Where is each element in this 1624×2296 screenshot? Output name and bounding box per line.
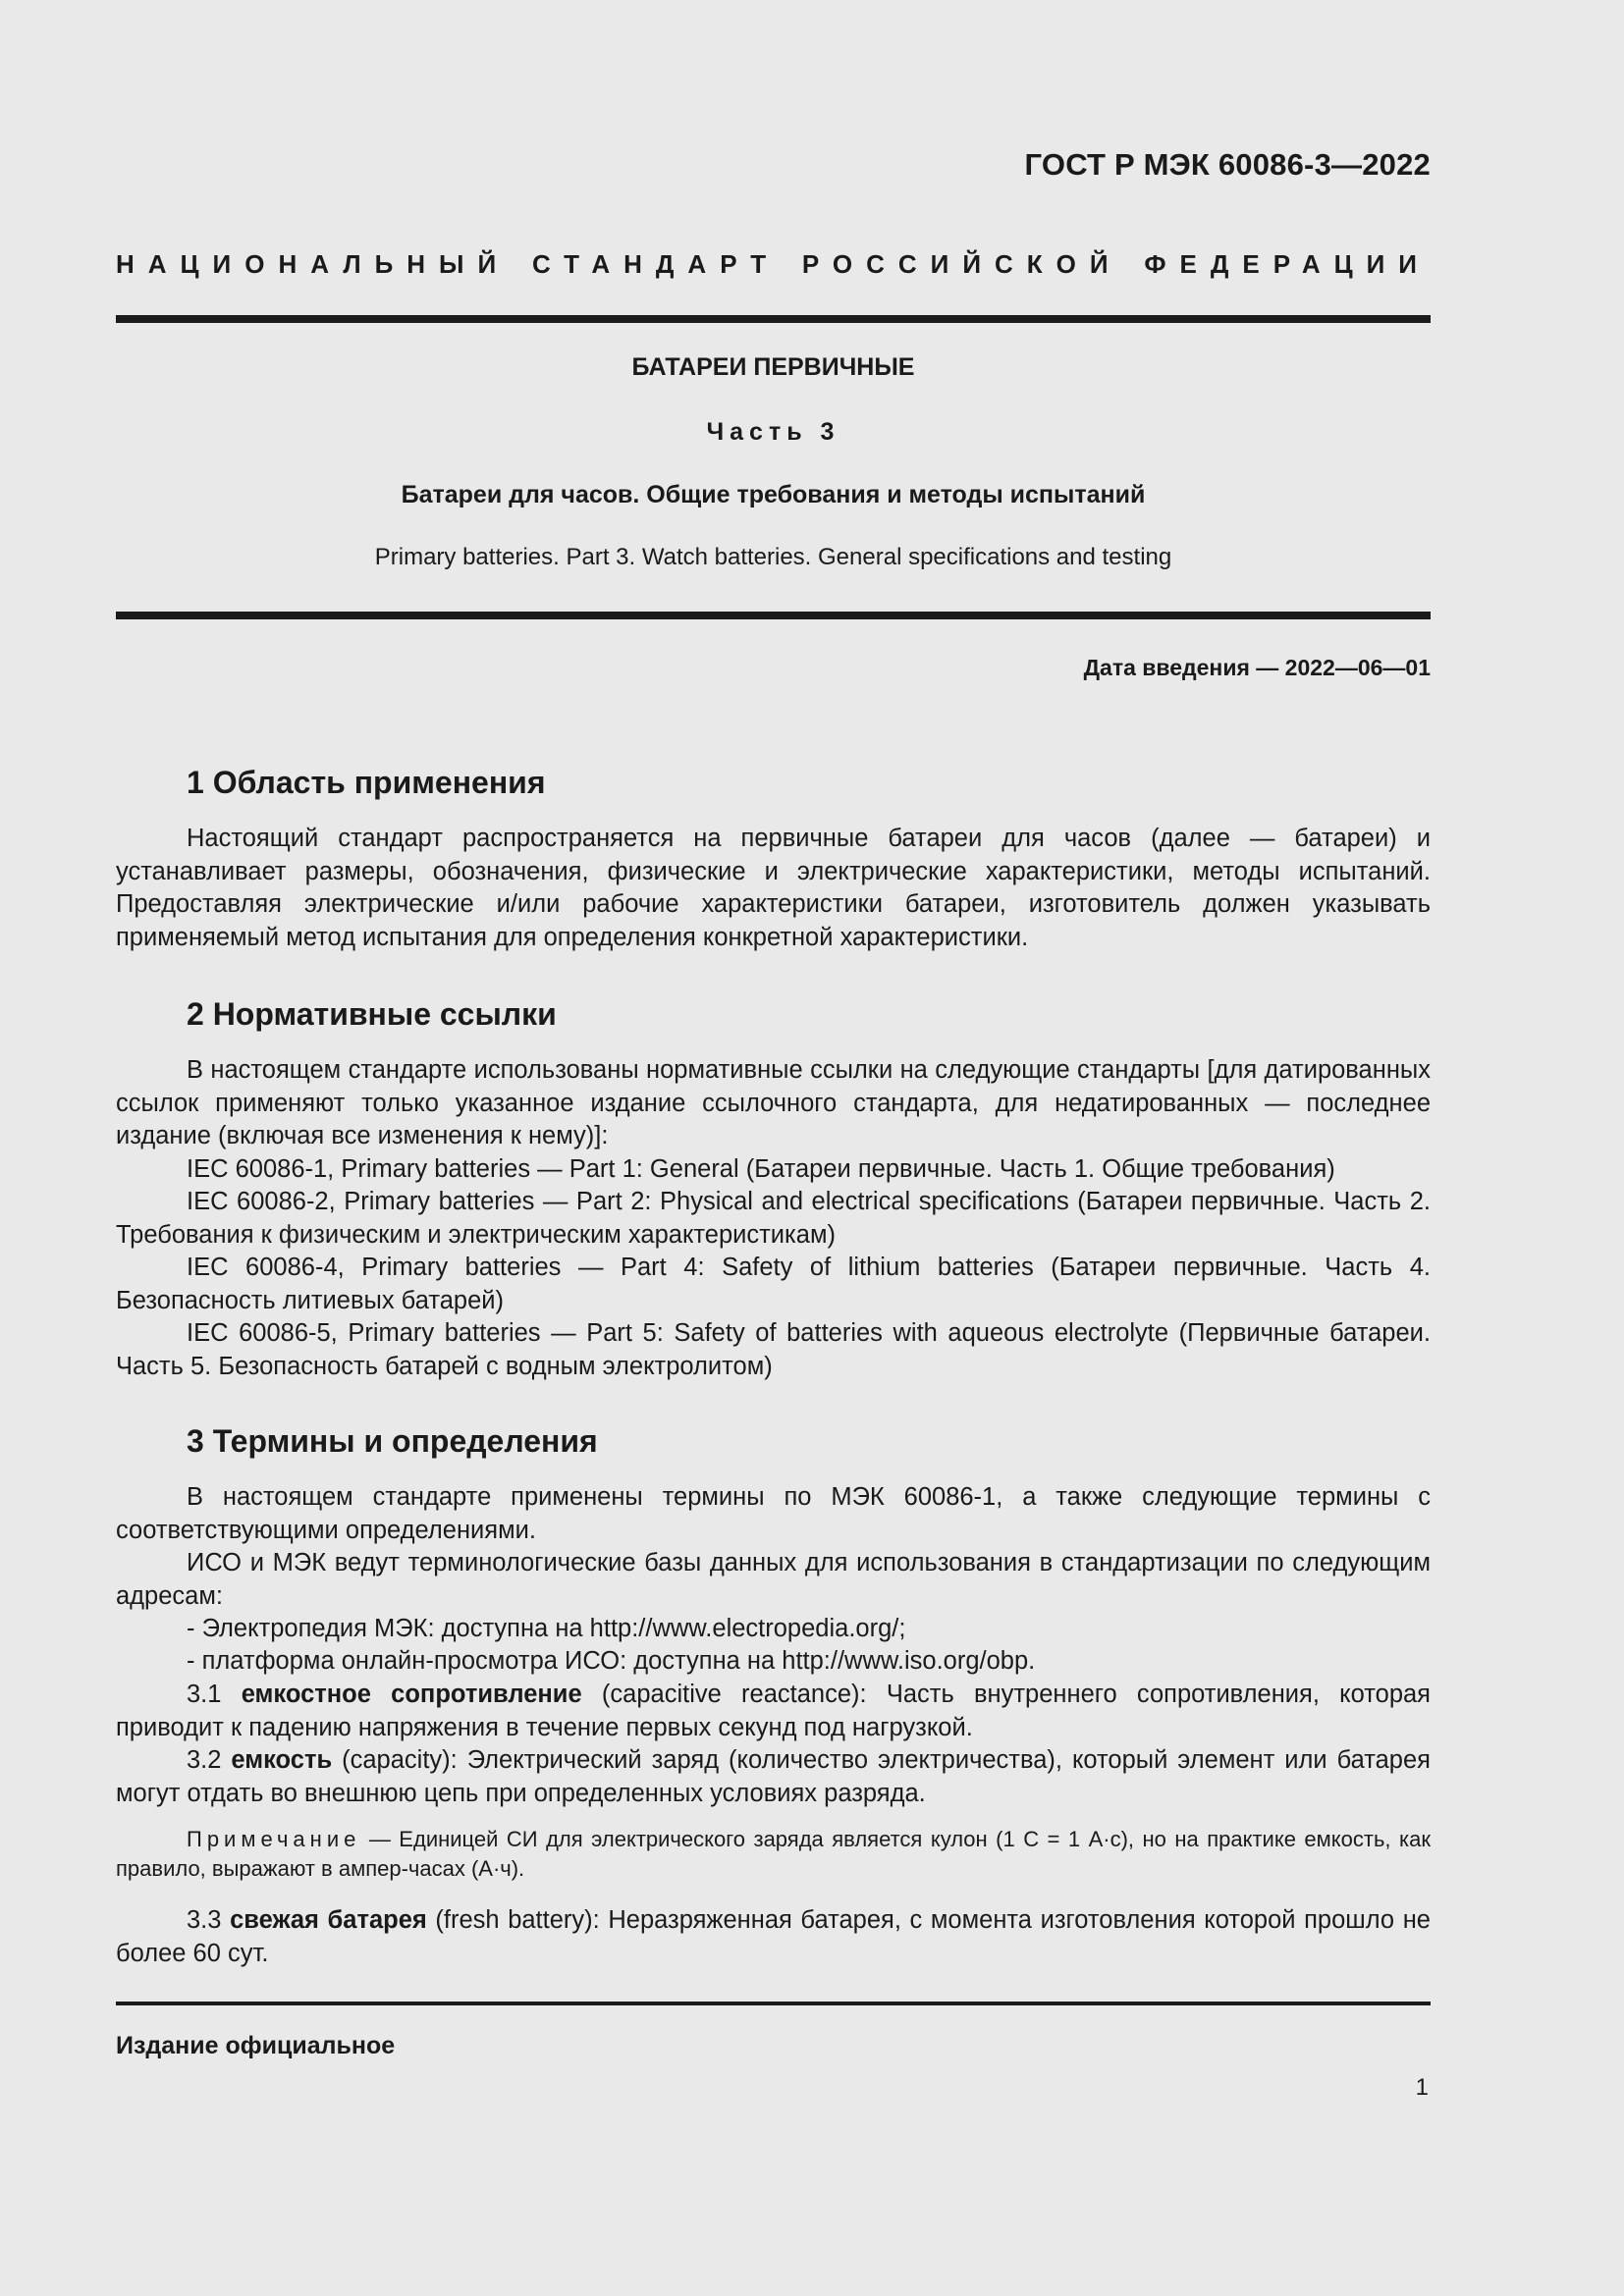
- footer-divider: [116, 2002, 1431, 2005]
- term-3-1: 3.1 емкостное сопротивление (capacitive reactance): Часть внутреннего сопротивления, которая приводит к падению напряжения в течение первых секунд под нагрузкой.: [116, 1681, 1431, 1741]
- section-heading: 1 Область применения: [187, 765, 546, 800]
- banner-word: НАЦИОНАЛЬНЫЙ: [116, 249, 511, 279]
- term-3-2: 3.2 емкость (capacity): Электрический заряд (количество электричества), который элемент или батарея могут отдать во внешнюю цепь при определенных условиях разряда.: [116, 1746, 1431, 1807]
- top-divider: [116, 315, 1431, 323]
- edition-label: Издание официальное: [116, 2032, 396, 2059]
- reference-item: IEC 60086-1, Primary batteries — Part 1: General (Батареи первичные. Часть 1. Общие требования): [187, 1155, 1335, 1183]
- section-heading: 3 Термины и определения: [187, 1423, 598, 1459]
- document-title: БАТАРЕИ ПЕРВИЧНЫЕ: [631, 353, 915, 381]
- link-item: - Электропедия МЭК: доступна на http://www.electropedia.org/;: [187, 1615, 906, 1642]
- term-3-3: 3.3 свежая батарея (fresh battery): Неразряженная батарея, с момента изготовления которой прошло не более 60 сут.: [116, 1906, 1431, 1967]
- gost-number: ГОСТ Р МЭК 60086-3—2022: [1024, 147, 1431, 182]
- term-name: емкостное сопротивление: [241, 1681, 582, 1708]
- link-item: - платформа онлайн-просмотра ИСО: доступна на http://www.iso.org/obp.: [187, 1647, 1036, 1675]
- note: Примечание — Единицей СИ для электрического заряда является кулон (1 С = 1 А·с), но на практике емкость, как правило, выражают в ампер-часах (А·ч).: [116, 1827, 1431, 1881]
- section-heading: 2 Нормативные ссылки: [187, 996, 557, 1032]
- page-number: 1: [1415, 2074, 1429, 2101]
- section3-iso-iec: ИСО и МЭК ведут терминологические базы данных для использования в стандартизации по следующим адресам:: [116, 1549, 1431, 1610]
- section1-text: Настоящий стандарт распространяется на первичные батареи для часов (далее — батареи) и устанавливает размеры, обозначения, физические и электрические характеристики, методы испытаний. Предоставляя электрические и/или рабочие характеристики батареи, изготовитель должен указывать применяемый метод испытания для определения конкретной характеристики.: [116, 825, 1431, 951]
- section2-intro: В настоящем стандарте использованы нормативные ссылки на следующие стандарты [для датированных ссылок применяют только указанное издание ссылочного стандарта, для недатированных — последнее издание (включая все изменения к нему)]:: [116, 1056, 1431, 1149]
- reference-item: IEC 60086-5, Primary batteries — Part 5: Safety of batteries with aqueous electrolyte (Первичные батареи. Часть 5. Безопасность батарей с водным электролитом): [116, 1319, 1431, 1380]
- introduction-date: Дата введения — 2022—06—01: [1083, 655, 1431, 680]
- title-divider: [116, 612, 1431, 619]
- term-name: свежая батарея: [230, 1906, 427, 1934]
- reference-item: IEC 60086-2, Primary batteries — Part 2: Physical and electrical specifications (Батареи первичные. Часть 2. Требования к физическим и электрическим характеристикам): [116, 1188, 1431, 1249]
- banner-word: ФЕДЕРАЦИИ: [1144, 249, 1431, 279]
- banner-word: СТАНДАРТ: [531, 249, 781, 279]
- reference-item: IEC 60086-4, Primary batteries — Part 4: Safety of lithium batteries (Батареи первичные. Часть 4. Безопасность литиевых батарей): [116, 1254, 1431, 1314]
- banner-word: РОССИЙСКОЙ: [801, 249, 1122, 279]
- document-subtitle: Батареи для часов. Общие требования и методы испытаний: [401, 481, 1146, 508]
- national-standard-banner: [116, 249, 1431, 280]
- term-name: емкость: [231, 1746, 333, 1774]
- note-label: Примечание: [187, 1827, 361, 1851]
- document-title-english: Primary batteries. Part 3. Watch batteries. General specifications and testing: [374, 544, 1172, 570]
- section3-intro: В настоящем стандарте применены термины по МЭК 60086-1, а также следующие термины с соответствующими определениями.: [116, 1483, 1431, 1544]
- document-part: Часть 3: [706, 418, 840, 446]
